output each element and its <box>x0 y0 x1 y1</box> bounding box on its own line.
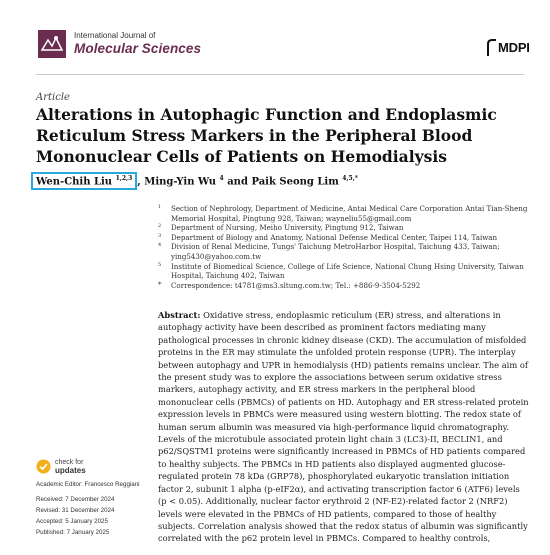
affiliation-number: 2 <box>158 223 162 230</box>
revised-date: Revised: 31 December 2024 <box>36 507 115 514</box>
author-name[interactable]: Wen-Chih Liu <box>36 176 113 188</box>
header-divider <box>36 74 524 75</box>
check-for-updates-line1: check for <box>55 459 84 466</box>
abstract-label: Abstract: <box>158 310 201 320</box>
affiliation-item <box>158 262 538 281</box>
author-affiliation-sup: 4,5,* <box>342 175 358 182</box>
accepted-date: Accepted: 5 January 2025 <box>36 518 108 525</box>
affiliation-number: 4 <box>158 242 162 249</box>
author-highlight-box[interactable] <box>31 172 137 190</box>
author-and: and <box>223 176 252 188</box>
author-separator: , <box>137 176 145 188</box>
journal-name-line1: International Journal of <box>74 31 156 40</box>
academic-editor: Academic Editor: Francesco Reggiani <box>36 481 140 488</box>
affiliation-text: Division of Renal Medicine, Tungs' Taichung MetroHarbor Hospital, Taichung 433, Taiwan; ying5430@yahoo.com.tw <box>171 242 500 261</box>
article-title: Alterations in Autophagic Function and Endoplasmic Reticulum Stress Markers in the Peripheral Blood Mononuclear Cells of Patients on Hemodialysis <box>36 105 497 166</box>
journal-name-line2: Molecular Sciences <box>74 41 202 56</box>
correspondence-item <box>158 281 538 291</box>
abstract-text: Oxidative stress, endoplasmic reticulum (ER) stress, and alterations in autophagy activity have been described as prominent factors mediating many pathological processes in chronic kidney disease (CKD). The accumulation of misfolded proteins in the ER may stimulate the unfolded protein response (UPR). The interplay between autophagy and UPR in hemodialysis (HD) patients remains unclear. The aim of the present study was to explore the associations between serum oxidative stress markers, autophagy activity, and ER stress markers in the peripheral blood mononuclear cells (PBMCs) of patients on HD. Autophagy and ER stress-related protein expression levels in PBMCs were measured using western blotting. The redox state of human serum albumin was measured via high-performance liquid chromatography. Levels of the microtubule associated protein light chain 3 (LC3)-II, BECLIN1, and p62/SQSTM1 proteins were significantly increased in PBMCs of HD patients compared to healthy subjects. The PBMCs in HD patients also displayed augmented glucose-regulated protein 78 kDa (GRP78), phosphorylated eukaryotic translation initiation factor 2, subunit 1 alpha (p-eIF2α), and activating transcription factor 6 (ATF6) levels (p < 0.05). Additionally, nuclear factor erythroid 2 (NF-E2)-related factor 2 (NRF2) levels were elevated in the PBMCs of HD patients, compared to those of healthy subjects. Correlation analysis showed that the redox status of albumin was significantly correlated with the p62 protein level in PBMCs. Compared to healthy controls, <box>158 310 529 544</box>
affiliation-item <box>158 204 538 223</box>
check-for-updates-icon[interactable] <box>36 459 51 474</box>
publisher-logo-text: MDPI <box>498 40 530 55</box>
affiliation-text: Department of Nursing, Meiho University, Pingtung 912, Taiwan <box>171 223 404 233</box>
check-for-updates-label[interactable] <box>55 459 86 475</box>
affiliation-item <box>158 242 538 261</box>
affiliation-number: 5 <box>158 261 162 268</box>
affiliation-number: 3 <box>158 232 162 239</box>
affiliation-item <box>158 223 538 233</box>
correspondence-marker: * <box>158 280 162 289</box>
journal-logo-icon <box>38 30 66 58</box>
author-affiliation-sup: 1,2,3 <box>115 175 133 182</box>
abstract <box>158 309 530 545</box>
affiliation-text: Institute of Biomedical Science, College of Life Science, National Chung Hsing University, Taiwan Hospital, Taichung 402, Taiwan <box>171 261 524 281</box>
affiliation-item <box>158 233 538 243</box>
author-name[interactable]: Ming-Yin Wu <box>144 176 217 188</box>
affiliations <box>158 204 538 290</box>
published-date: Published: 7 January 2025 <box>36 529 110 536</box>
affiliation-text: Section of Nephrology, Department of Medicine, Antai Medical Care Corporation Antai Tian-Sheng Memorial Hospital, Pingtung 928, Taiwan; wayneliu55@gmail.com <box>171 204 528 223</box>
check-for-updates-line2: updates <box>55 466 86 475</box>
affiliation-text: Department of Biology and Anatomy, National Defense Medical Center, Taipei 114, Taiwan <box>171 232 498 242</box>
author-affiliation-sup: 4 <box>219 175 224 182</box>
author-list <box>36 172 358 190</box>
author-name[interactable]: Paik Seong Lim <box>251 176 339 188</box>
article-type: Article <box>36 92 70 103</box>
affiliation-number: 1 <box>158 204 162 210</box>
correspondence-text: Correspondence: t4781@ms3.sltung.com.tw; Tel.: +886-9-3504-5292 <box>171 280 421 290</box>
received-date: Received: 7 December 2024 <box>36 496 115 503</box>
